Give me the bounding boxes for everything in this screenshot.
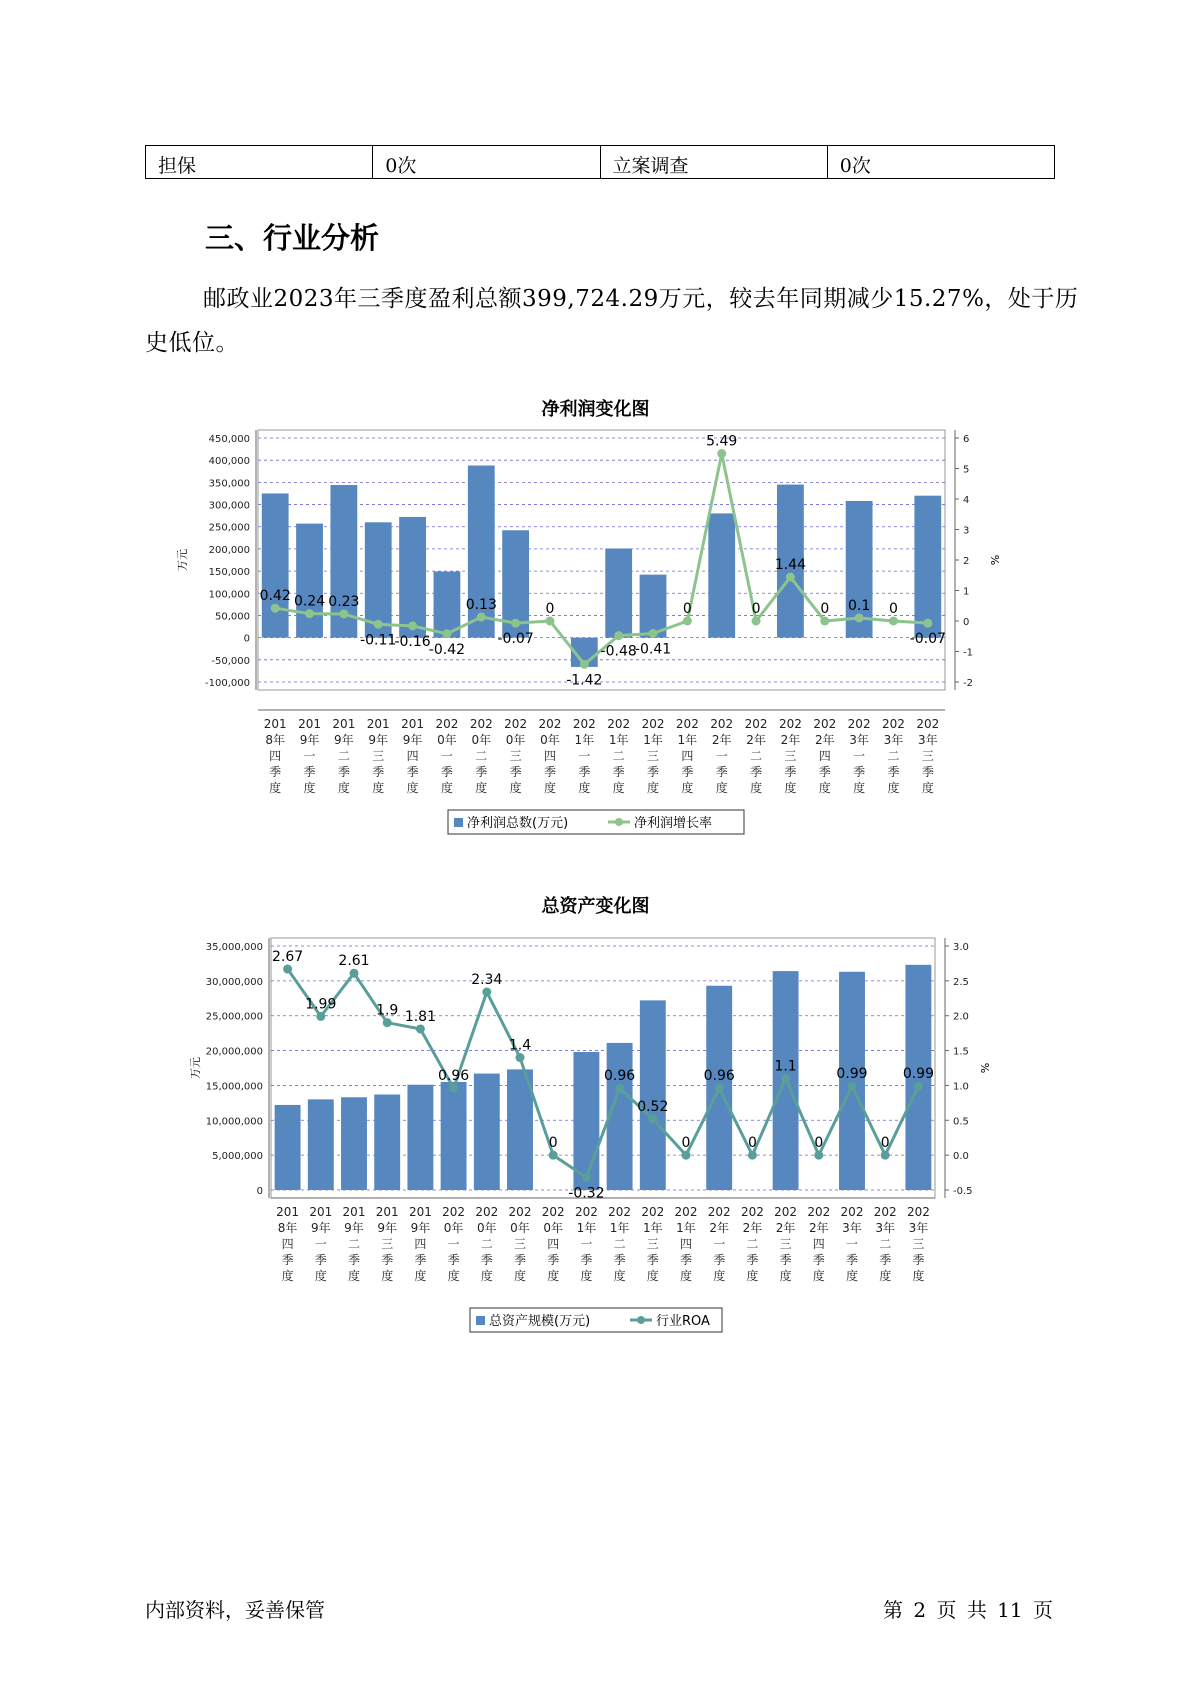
- section-title: 三、行业分析: [205, 221, 380, 255]
- y-tick-label: 15,000,000: [205, 1081, 263, 1093]
- data-label: 1.4: [508, 1037, 532, 1054]
- data-label: -0.42: [428, 641, 466, 658]
- line-point: [339, 609, 348, 618]
- y2-tick-label: 1.0: [953, 1081, 969, 1093]
- data-label: 2.61: [338, 953, 370, 970]
- x-tick-label: 202 0年四季度: [538, 717, 562, 795]
- y-tick-label: 10,000,000: [205, 1116, 263, 1128]
- bar: [914, 496, 941, 638]
- data-label: 0: [814, 1135, 824, 1152]
- data-label: 0.96: [438, 1068, 470, 1085]
- data-label: 2.67: [272, 949, 304, 966]
- line-point: [649, 629, 658, 638]
- x-tick-label: 202 2年二季度: [740, 1205, 764, 1283]
- bar: [640, 575, 667, 638]
- line-point: [614, 631, 623, 640]
- line-point: [715, 1084, 724, 1093]
- x-tick-label: 201 9年四季度: [408, 1205, 432, 1283]
- y2-tick-label: 3.0: [953, 942, 969, 953]
- y2-tick-label: 1: [963, 586, 970, 598]
- y2-tick-label: -0.5: [953, 1186, 973, 1197]
- x-tick-label: 202 3年三季度: [906, 1205, 930, 1283]
- x-tick-label: 202 0年三季度: [504, 717, 528, 795]
- y-tick-label: 35,000,000: [205, 942, 263, 953]
- y2-tick-label: 6: [963, 434, 970, 445]
- table-row: [146, 146, 1055, 179]
- x-tick-label: 202 0年二季度: [475, 1205, 499, 1283]
- x-tick-label: 202 2年三季度: [778, 717, 802, 795]
- line-point: [582, 1173, 591, 1182]
- net-profit-chart: [0, 420, 1191, 860]
- data-label: 0.24: [293, 593, 326, 610]
- line-point: [305, 609, 314, 618]
- line-point: [383, 1018, 392, 1027]
- data-label: 0.52: [637, 1098, 669, 1115]
- table-cell-value: 0次: [827, 146, 1054, 179]
- y-tick-label: 25,000,000: [205, 1011, 263, 1023]
- y-tick-label: 0: [243, 633, 250, 645]
- data-label: 0.96: [703, 1068, 735, 1085]
- data-label: 0: [548, 1135, 558, 1152]
- x-tick-label: 202 3年二季度: [873, 1205, 897, 1283]
- data-label: 1.81: [404, 1008, 436, 1025]
- line-point: [848, 1082, 857, 1091]
- x-tick-label: 202 0年二季度: [469, 717, 493, 795]
- y2-tick-label: 1.5: [953, 1046, 969, 1058]
- bar: [275, 1105, 301, 1190]
- chart-title: 净利润变化图: [541, 399, 650, 420]
- info-table: [145, 145, 1055, 179]
- x-tick-label: 202 2年一季度: [710, 717, 734, 795]
- table-cell-label: 担保: [146, 146, 373, 179]
- data-label: 0: [880, 1135, 890, 1152]
- y-axis-title: 万元: [189, 1057, 202, 1079]
- legend-swatch-bar: [454, 818, 463, 827]
- line-point: [511, 619, 520, 628]
- data-label: 0: [747, 1135, 757, 1152]
- data-label: 0: [889, 601, 898, 617]
- legend-swatch-point: [637, 1316, 645, 1324]
- bar: [374, 1094, 400, 1190]
- legend-swatch-bar: [476, 1316, 485, 1325]
- legend-swatch-point: [615, 818, 623, 826]
- x-tick-label: 202 1年二季度: [607, 717, 631, 795]
- data-label: 0.1: [847, 597, 871, 614]
- x-tick-label: 202 3年一季度: [840, 1205, 864, 1283]
- x-tick-label: 202 3年二季度: [882, 717, 905, 795]
- bar: [407, 1085, 433, 1190]
- data-label: -0.41: [634, 641, 672, 658]
- data-label: 0.99: [902, 1066, 934, 1083]
- y-tick-label: 100,000: [208, 589, 250, 601]
- y2-tick-label: 0.5: [953, 1116, 969, 1128]
- data-label: 0.99: [836, 1066, 868, 1083]
- y-tick-label: 50,000: [215, 611, 250, 623]
- legend-label: 净利润增长率: [634, 816, 713, 831]
- line-point: [923, 619, 932, 628]
- data-label: 1.99: [305, 996, 337, 1013]
- total-assets-chart: [0, 918, 1191, 1348]
- y-tick-label: 300,000: [208, 500, 250, 512]
- line-point: [580, 660, 589, 669]
- data-label: -1.42: [566, 672, 603, 689]
- data-label: 0.42: [259, 588, 291, 605]
- footer-note: 内部资料，妥善保管: [145, 1598, 325, 1622]
- y2-axis-title: %: [978, 1062, 991, 1074]
- data-label: -0.07: [497, 631, 534, 648]
- y-tick-label: 200,000: [208, 544, 250, 556]
- bar: [259, 493, 291, 637]
- chart-title: 总资产变化图: [541, 896, 650, 917]
- line-point: [316, 1012, 325, 1021]
- x-tick-label: 201 9年二季度: [332, 717, 356, 795]
- line-point: [781, 1074, 790, 1083]
- bar: [573, 1052, 599, 1190]
- y2-tick-label: 0: [963, 617, 970, 628]
- line-point: [855, 613, 864, 622]
- bar: [293, 524, 326, 638]
- bar: [640, 1000, 666, 1190]
- line-point: [283, 965, 292, 974]
- data-label: 0.23: [328, 593, 360, 610]
- y2-tick-label: 4: [963, 495, 970, 506]
- y2-tick-label: 2.0: [953, 1011, 969, 1023]
- x-tick-label: 201 9年一季度: [298, 717, 321, 795]
- x-tick-label: 201 8年四季度: [276, 1205, 300, 1283]
- x-tick-label: 202 1年四季度: [674, 1205, 698, 1283]
- x-tick-label: 202 2年四季度: [807, 1205, 831, 1283]
- x-tick-label: 202 1年三季度: [641, 717, 665, 795]
- legend-label: 净利润总数(万元): [467, 816, 569, 831]
- line-point: [820, 617, 829, 626]
- data-label: 1.9: [376, 1002, 399, 1019]
- data-label: -0.48: [600, 643, 637, 660]
- x-tick-label: 201 9年一季度: [309, 1205, 333, 1283]
- y-tick-label: 20,000,000: [205, 1046, 263, 1058]
- x-tick-label: 201 9年三季度: [366, 717, 390, 795]
- y2-tick-label: 5: [963, 464, 970, 476]
- x-tick-label: 202 1年一季度: [572, 717, 596, 795]
- line-point: [416, 1024, 425, 1033]
- x-tick-label: 202 1年一季度: [574, 1205, 598, 1283]
- data-label: 1.1: [774, 1058, 797, 1075]
- y2-axis-title: %: [988, 554, 1001, 566]
- y-tick-label: 450,000: [208, 434, 250, 445]
- y-tick-label: 150,000: [208, 567, 250, 579]
- data-label: -0.16: [394, 633, 431, 650]
- bar: [441, 1082, 467, 1190]
- x-tick-label: 202 0年四季度: [541, 1205, 565, 1283]
- data-label: 0: [682, 601, 692, 617]
- x-tick-label: 202 2年二季度: [744, 717, 768, 795]
- page-number: 第 2 页 共 11 页: [883, 1598, 1053, 1622]
- line-point: [786, 573, 795, 582]
- y-tick-label: 5,000,000: [212, 1151, 263, 1163]
- data-label: -0.32: [568, 1185, 605, 1202]
- bar: [605, 548, 632, 637]
- data-label: 0: [751, 601, 761, 617]
- y-tick-label: 350,000: [208, 478, 250, 490]
- line-point: [271, 604, 280, 613]
- bar: [399, 517, 426, 638]
- y2-tick-label: 2.5: [953, 976, 969, 988]
- line-point: [374, 620, 383, 629]
- data-label: 0: [545, 601, 555, 617]
- data-label: 1.44: [774, 557, 807, 574]
- x-tick-label: 202 0年一季度: [435, 717, 459, 795]
- line-point: [682, 1151, 691, 1160]
- y-tick-label: -50,000: [211, 655, 250, 667]
- x-tick-label: 202 2年四季度: [813, 717, 837, 795]
- bar: [341, 1097, 367, 1190]
- x-tick-label: 202 1年四季度: [675, 717, 699, 795]
- x-tick-label: 202 1年二季度: [608, 1205, 632, 1283]
- data-label: 0.96: [604, 1068, 636, 1085]
- y-tick-label: -100,000: [205, 678, 250, 689]
- line-point: [516, 1053, 525, 1062]
- analysis-paragraph: 邮政业2023年三季度盈利总额399,724.29万元，较去年同期减少15.27%，处于历史低位。: [145, 286, 1079, 356]
- line-point: [545, 617, 554, 626]
- x-tick-label: 202 2年一季度: [707, 1205, 731, 1283]
- line-point: [683, 617, 692, 626]
- data-label: 0.13: [465, 597, 497, 614]
- line-point: [442, 629, 451, 638]
- y2-tick-label: 2: [963, 556, 970, 567]
- table-cell-value: 0次: [373, 146, 600, 179]
- line-point: [648, 1114, 657, 1123]
- line-point: [482, 988, 491, 997]
- y-tick-label: 0: [256, 1186, 263, 1197]
- y-axis-title: 万元: [176, 549, 189, 571]
- line-point: [549, 1151, 558, 1160]
- line-point: [889, 617, 898, 626]
- y2-tick-label: 3: [963, 525, 970, 537]
- line-point: [717, 449, 726, 458]
- bar: [708, 513, 735, 637]
- data-label: -0.07: [909, 631, 946, 648]
- y2-tick-label: 0.0: [953, 1151, 969, 1163]
- x-tick-label: 201 9年三季度: [375, 1205, 399, 1283]
- line-point: [752, 617, 761, 626]
- line-point: [814, 1151, 823, 1160]
- x-tick-label: 201 8年四季度: [263, 717, 287, 795]
- x-tick-label: 202 0年一季度: [442, 1205, 466, 1283]
- x-tick-label: 202 3年三季度: [916, 717, 940, 795]
- x-tick-label: 202 2年三季度: [774, 1205, 798, 1283]
- y-tick-label: 30,000,000: [205, 976, 263, 988]
- data-label: 0: [820, 601, 830, 617]
- line-point: [615, 1084, 624, 1093]
- y-tick-label: 400,000: [208, 456, 250, 468]
- x-tick-label: 201 9年二季度: [342, 1205, 366, 1283]
- x-tick-label: 202 1年三季度: [641, 1205, 665, 1283]
- line-point: [449, 1084, 458, 1093]
- y2-tick-label: -2: [963, 678, 973, 689]
- y2-tick-label: -1: [963, 647, 973, 659]
- x-tick-label: 202 3年一季度: [847, 717, 871, 795]
- line-point: [477, 613, 486, 622]
- data-label: 0: [681, 1135, 691, 1152]
- plot-frame: [271, 938, 935, 1198]
- line-point: [748, 1151, 757, 1160]
- data-label: -0.11: [360, 632, 397, 649]
- line-point: [914, 1082, 923, 1091]
- line-point: [350, 969, 359, 978]
- data-label: 5.49: [706, 433, 738, 450]
- x-tick-label: 202 0年三季度: [508, 1205, 532, 1283]
- bar: [308, 1099, 334, 1190]
- y-tick-label: 250,000: [208, 522, 250, 534]
- x-tick-label: 201 9年四季度: [401, 717, 425, 795]
- legend-label: 行业ROA: [656, 1314, 710, 1329]
- data-label: 2.34: [471, 972, 503, 989]
- bar: [474, 1074, 500, 1190]
- line-point: [408, 621, 417, 630]
- legend-label: 总资产规模(万元): [489, 1314, 591, 1329]
- table-cell-label: 立案调查: [600, 146, 827, 179]
- line-point: [881, 1151, 890, 1160]
